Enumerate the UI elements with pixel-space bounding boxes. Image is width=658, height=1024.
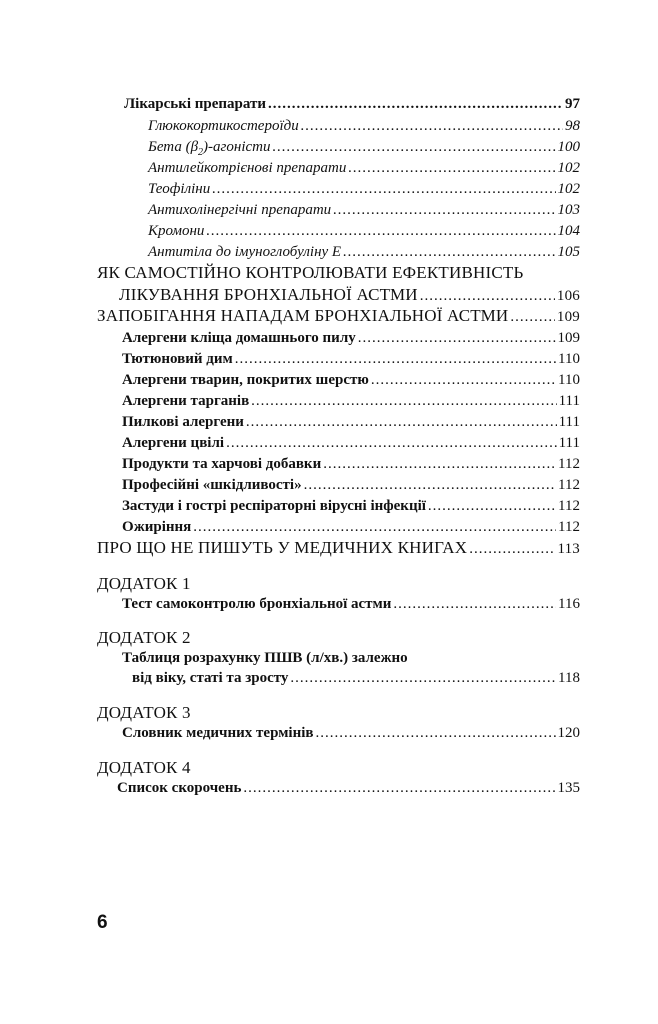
dot-leader	[510, 307, 555, 327]
dot-leader	[226, 433, 557, 453]
subscript: 2	[198, 147, 204, 158]
dot-leader	[420, 286, 555, 306]
toc-entry-page: 106	[556, 288, 580, 304]
toc-entry-label: від віку, статі та зросту	[132, 670, 289, 686]
toc-entry-label: Антихолінергічні препарати	[148, 202, 332, 218]
dot-leader	[323, 454, 556, 474]
dot-leader	[193, 517, 556, 537]
toc-entry-label: Список скорочень	[117, 780, 242, 796]
toc-entry-label: Алергени цвілі	[122, 435, 225, 451]
toc-entry-page: 116	[558, 596, 580, 612]
toc-entry-page: 118	[558, 670, 580, 686]
toc-entry-page: 105	[557, 244, 580, 260]
toc-entry-page: 102	[557, 181, 580, 197]
toc-entry-self-control[interactable]	[119, 285, 580, 305]
toc-entry-label: Тютюновий дим	[122, 351, 233, 367]
appendix-2-title[interactable]: ДОДАТОК 2	[97, 628, 191, 647]
dot-leader	[251, 391, 556, 411]
toc-entry-label: ЛІКУВАННЯ БРОНХІАЛЬНОЇ АСТМИ	[119, 285, 418, 304]
toc-entry-page: 111	[558, 435, 580, 451]
dot-leader	[393, 594, 556, 614]
toc-entry-page: 110	[558, 351, 580, 367]
toc-entry-infections[interactable]	[122, 496, 580, 516]
toc-entry-occupational[interactable]	[122, 475, 580, 495]
toc-entry-theophyllines[interactable]	[148, 179, 580, 199]
toc-entry-page: 113	[557, 541, 580, 557]
toc-entry-glucocorticosteroids[interactable]	[148, 116, 580, 136]
toc-entry-cockroaches[interactable]	[122, 391, 580, 411]
toc-entry-label: Професійні «шкідливості»	[122, 477, 302, 493]
toc-entry-page: 103	[557, 202, 580, 218]
toc-entry-page: 111	[558, 393, 580, 409]
toc-entry-label: Бета $(\beta_2)$-агоністи	[148, 139, 271, 158]
toc-entry-label: Тест самоконтролю бронхіальної астми	[122, 596, 392, 612]
toc-entry-antileukotriene[interactable]	[148, 158, 580, 178]
toc-entry-label: Ожиріння	[122, 519, 192, 535]
appendix-4-title[interactable]: ДОДАТОК 4	[97, 758, 191, 777]
toc-entry-page: 100	[557, 139, 580, 155]
toc-entry-animals[interactable]	[122, 370, 580, 390]
toc-entry-page: 109	[557, 330, 580, 346]
dot-leader	[304, 475, 556, 495]
toc-entry-appendix-2-line1[interactable]: Таблиця розрахунку ПШВ (л/хв.) залежно	[122, 650, 408, 666]
toc-entry-page: 110	[558, 372, 580, 388]
toc-entry-obesity[interactable]	[122, 517, 580, 537]
toc-entry-label: Теофіліни	[148, 181, 211, 197]
dot-leader	[358, 328, 556, 348]
toc-entry-label: Антитіла до імуноглобуліну E	[148, 244, 342, 260]
dot-leader	[348, 158, 555, 178]
toc-entry-drugs[interactable]	[124, 94, 580, 114]
toc-entry-page: 135	[557, 780, 580, 796]
dot-leader	[235, 349, 556, 369]
toc-entry-page: 98	[565, 118, 580, 134]
toc-entry-page: 120	[557, 725, 580, 741]
toc-entry-anticholinergic[interactable]	[148, 200, 580, 220]
toc-entry-pollen[interactable]	[122, 412, 580, 432]
toc-entry-label: Лікарські препарати	[124, 96, 267, 112]
dot-leader	[212, 179, 555, 199]
toc-entry-not-written[interactable]	[97, 538, 580, 558]
toc-entry-dust-mite[interactable]	[122, 328, 580, 348]
dot-leader	[333, 200, 555, 220]
appendix-1-title[interactable]: ДОДАТОК 1	[97, 574, 191, 593]
toc-entry-prevention[interactable]	[97, 306, 580, 326]
toc-entry-label: Глюкокортикостероїди	[148, 118, 299, 134]
toc-entry-antibodies[interactable]	[148, 242, 580, 262]
toc-entry-label: Застуди і гострі респіраторні вірусні інфекції	[122, 498, 426, 514]
toc-entry-label: Кромони	[148, 223, 205, 239]
toc-entry-label: Словник медичних термінів	[122, 725, 314, 741]
dot-leader	[268, 94, 563, 114]
toc-entry-label: ПРО ЩО НЕ ПИШУТЬ У МЕДИЧНИХ КНИГАХ	[97, 538, 468, 557]
dot-leader	[243, 778, 555, 798]
toc-entry-food[interactable]	[122, 454, 580, 474]
toc-entry-label: Продукти та харчові добавки	[122, 456, 322, 472]
toc-entry-appendix-1[interactable]	[122, 594, 580, 614]
toc-entry-page: 112	[558, 456, 580, 472]
toc-entry-appendix-4[interactable]	[117, 778, 580, 798]
toc-entry-page: 112	[558, 477, 580, 493]
toc-entry-self-control-line1[interactable]: ЯК САМОСТІЙНО КОНТРОЛЮВАТИ ЕФЕКТИВНІСТЬ	[97, 263, 524, 282]
dot-leader	[469, 539, 555, 559]
toc-entry-label: Антилейкотрієнові препарати	[148, 160, 347, 176]
toc-entry-tobacco[interactable]	[122, 349, 580, 369]
toc-entry-page: 109	[556, 309, 580, 325]
toc-entry-page: 102	[557, 160, 580, 176]
appendix-3-title[interactable]: ДОДАТОК 3	[97, 703, 191, 722]
dot-leader	[206, 221, 555, 241]
toc-entry-page: 112	[558, 498, 580, 514]
toc-entry-label: Пилкові алергени	[122, 414, 244, 430]
dot-leader	[371, 370, 556, 390]
dot-leader	[316, 723, 556, 743]
toc-entry-appendix-2[interactable]	[132, 668, 580, 688]
page-number: 6	[97, 912, 108, 933]
toc-entry-label: Алергени кліща домашнього пилу	[122, 330, 356, 346]
toc-entry-beta-agonists[interactable]	[148, 137, 580, 157]
dot-leader	[428, 496, 556, 516]
dot-leader	[343, 242, 555, 262]
dot-leader	[246, 412, 557, 432]
dot-leader	[290, 668, 556, 688]
dot-leader	[273, 137, 556, 157]
toc-entry-mold[interactable]	[122, 433, 580, 453]
toc-entry-label: Алергени тварин, покритих шерстю	[122, 372, 369, 388]
toc-entry-page: 112	[558, 519, 580, 535]
dot-leader	[301, 116, 563, 136]
toc-entry-appendix-3[interactable]	[122, 723, 580, 743]
toc-entry-label: Алергени тарганів	[122, 393, 250, 409]
toc-entry-cromones[interactable]	[148, 221, 580, 241]
toc-entry-label: ЗАПОБІГАННЯ НАПАДАМ БРОНХІАЛЬНОЇ АСТМИ	[97, 306, 509, 325]
toc-entry-page: 111	[558, 414, 580, 430]
toc-entry-page: 97	[565, 96, 580, 112]
toc-entry-page: 104	[557, 223, 580, 239]
